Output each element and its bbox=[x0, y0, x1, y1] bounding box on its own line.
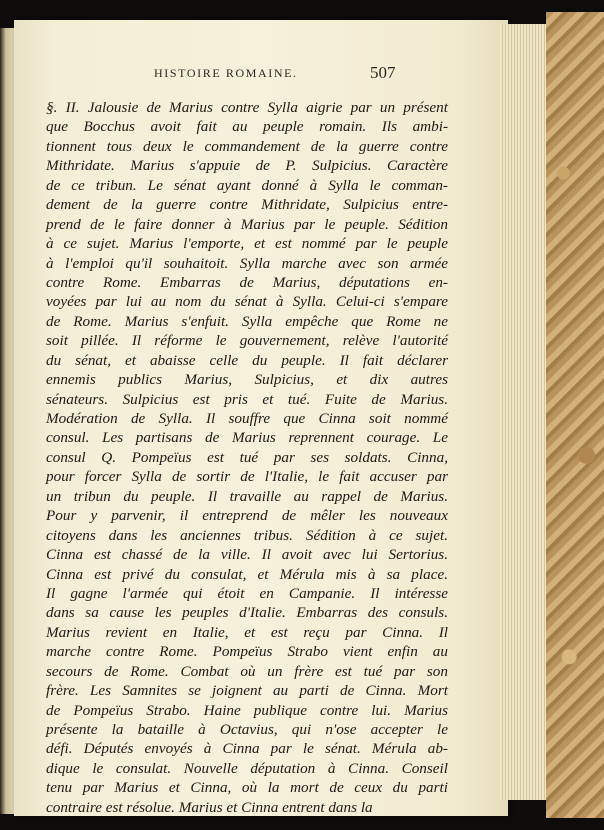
text-line: ennemis publics Marius, Sulpicius, et dix autres bbox=[46, 371, 448, 389]
text-line: de Pompeïus Strabo. Haine publique contre lui. Marius bbox=[46, 701, 448, 719]
text-line: du sénat, et abaisse celle du peuple. Il fait déclarer bbox=[46, 351, 448, 369]
text-line: §. II. Jalousie de Marius contre Sylla aigrie par un présent bbox=[46, 99, 448, 116]
text-line: soit pillée. Il réforme le gouvernement, relève l'autorité bbox=[46, 332, 448, 350]
text-line: Modération de Sylla. Il souffre que Cinna soit nommé bbox=[46, 410, 448, 427]
text-line: Pour y parvenir, il entreprend de mêler les nouveaux bbox=[46, 507, 448, 525]
page-header bbox=[14, 60, 494, 90]
text-line: présente la bataille à Octavius, qui n'ose accepter le bbox=[46, 721, 448, 738]
chapter-summary bbox=[46, 98, 448, 817]
text-line: prend de le faire donner à Marius par le peuple. Sédition bbox=[46, 215, 448, 233]
text-line: Il gagne l'armée qui étoit en Campanie. Il intéresse bbox=[46, 584, 448, 602]
text-line: consul. Les partisans de Marius reprennent courage. Le bbox=[46, 429, 448, 447]
text-line: Mithridate. Marius s'appuie de P. Sulpicius. Caractère bbox=[46, 157, 448, 175]
text-line: dique le consulat. Nouvelle députation à Cinna. Conseil bbox=[46, 759, 448, 777]
text-line: contraire est résolue. Marius et Cinna entrent dans la bbox=[46, 798, 373, 816]
text-line: frère. Les Samnites se joignent au parti de Cinna. Mort bbox=[46, 682, 448, 700]
text-line: citoyens dans les anciennes tribus. Sédition à ce sujet. bbox=[46, 526, 448, 544]
page-number: 507 bbox=[370, 63, 396, 82]
facing-page-edge bbox=[0, 28, 14, 814]
text-line: à ce sujet. Marius l'emporte, et est nommé par le peuple bbox=[46, 235, 448, 253]
text-line: défi. Députés envoyés à Cinna par le sénat. Mérula ab- bbox=[46, 740, 448, 758]
text-line: que Bocchus avoit fait au peuple romain. Ils ambi- bbox=[46, 118, 448, 136]
text-line: de Rome. Marius s'enfuit. Sylla empêche que Rome ne bbox=[46, 312, 448, 330]
text-line: un tribun du peuple. Il travaille au rappel de Marius. bbox=[46, 487, 448, 505]
text-line: Cinna est privé du consulat, et Mérula mis à sa place. bbox=[46, 565, 448, 583]
marbled-cover bbox=[546, 12, 604, 818]
text-line: voyées par lui au nom du sénat à Sylla. Celui-ci s'empare bbox=[46, 293, 448, 311]
text-line: contre Rome. Embarras de Marius, députations en- bbox=[46, 273, 448, 291]
text-line: tionnent tous deux le commandement de la guerre contre bbox=[46, 137, 448, 155]
text-line: de ce tribun. Le sénat ayant donné à Sylla le comman- bbox=[46, 176, 448, 194]
page-stack-edges bbox=[500, 24, 547, 800]
running-title: HISTOIRE ROMAINE. bbox=[154, 66, 298, 80]
text-line: secours de Rome. Combat où un frère est tué par son bbox=[46, 662, 448, 680]
text-line: consul Q. Pompeïus est tué par ses soldats. Cinna, bbox=[46, 448, 448, 466]
text-line: dans sa cause les peuples d'Italie. Embarras des consuls. bbox=[46, 604, 448, 622]
text-line: tenu par Marius et Cinna, où la mort de ceux du parti bbox=[46, 779, 448, 797]
text-line: Cinna est chassé de la ville. Il avoit avec lui Sertorius. bbox=[46, 546, 448, 564]
text-line: pour forcer Sylla de sortir de l'Italie, le fait accuser par bbox=[46, 468, 448, 486]
text-line: Marius revient en Italie, et est reçu par Cinna. Il bbox=[46, 623, 448, 641]
text-line: dement de la guerre contre Mithridate, Sulpicius entre- bbox=[46, 196, 448, 214]
text-line: à l'emploi qu'il souhaitoit. Sylla marche avec son armée bbox=[46, 254, 448, 272]
text-line: marche contre Rome. Pompeïus Strabo vient enfin au bbox=[46, 643, 448, 661]
text-line: sénateurs. Sulpicius est pris et tué. Fuite de Marius. bbox=[46, 390, 448, 408]
